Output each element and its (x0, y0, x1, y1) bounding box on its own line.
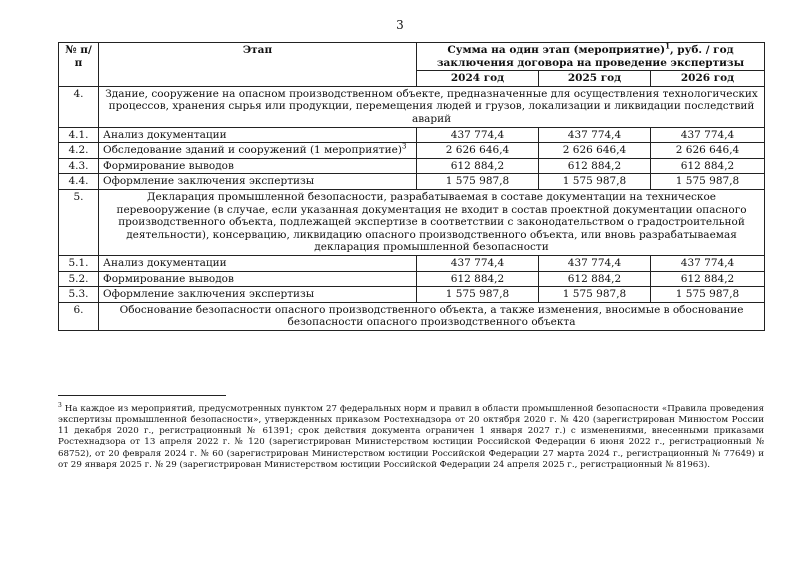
row-num: 4.4. (59, 174, 99, 190)
row-label-cell (99, 143, 417, 159)
footnote-marker: 3 (58, 402, 62, 410)
header-sum (417, 43, 765, 71)
value-2026: 612 884,2 (651, 271, 765, 287)
row-label: Формирование выводов (99, 158, 417, 174)
header-sum-a: Сумма на один этап (мероприятие) (447, 44, 666, 56)
table-row (59, 255, 765, 271)
header-year-2026: 2026 год (651, 71, 765, 87)
section-num: 6. (59, 302, 99, 330)
header-num: № п/п (59, 43, 99, 87)
cost-table (58, 42, 765, 331)
header-sum-b: , руб. / год заключения договора на проведение экспертизы (436, 44, 745, 69)
table-row (59, 127, 765, 143)
section-title: Декларация промышленной безопасности, разрабатываемая в составе документации на техническое перевооружение (в случае, если указанная документация не входит в состав проектной документации опасного производственного объекта, подлежащей экспертизе в соответствии с законодательством о градостроительной деятельности), консервацию, ликвидацию опасного производственного объекта, или вновь разрабатываемая декларация промышленной безопасности (99, 189, 765, 255)
value-2024: 2 626 646,4 (417, 143, 539, 159)
value-2025: 1 575 987,8 (539, 174, 651, 190)
section-title: Обоснование безопасности опасного производственного объекта, а также изменения, вносимые в обоснование безопасности опасного производственного объекта (99, 302, 765, 330)
table-row (59, 287, 765, 303)
row-num: 5.1. (59, 255, 99, 271)
row-num: 5.3. (59, 287, 99, 303)
value-2026: 612 884,2 (651, 158, 765, 174)
value-2024: 612 884,2 (417, 158, 539, 174)
section-num: 5. (59, 189, 99, 255)
value-2026: 2 626 646,4 (651, 143, 765, 159)
value-2025: 437 774,4 (539, 127, 651, 143)
section-title: Здание, сооружение на опасном производственном объекте, предназначенные для осуществления технологических процессов, хранения сырья или продукции, перемещения людей и грузов, локализации и ликвидации последствий аварий (99, 86, 765, 127)
header-sum-sup: 1 (665, 42, 670, 51)
value-2024: 612 884,2 (417, 271, 539, 287)
value-2025: 612 884,2 (539, 158, 651, 174)
footnote-divider (58, 395, 226, 396)
row-num: 5.2. (59, 271, 99, 287)
table-row (59, 271, 765, 287)
row-label: Формирование выводов (99, 271, 417, 287)
table-row (59, 174, 765, 190)
row-num: 4.2. (59, 143, 99, 159)
row-num: 4.3. (59, 158, 99, 174)
row-label: Анализ документации (99, 255, 417, 271)
value-2025: 437 774,4 (539, 255, 651, 271)
header-stage: Этап (99, 43, 417, 87)
row-label: Анализ документации (99, 127, 417, 143)
value-2026: 1 575 987,8 (651, 287, 765, 303)
value-2025: 2 626 646,4 (539, 143, 651, 159)
value-2024: 437 774,4 (417, 127, 539, 143)
row-label: Обследование зданий и сооружений (1 мероприятие) (103, 144, 402, 157)
value-2024: 1 575 987,8 (417, 174, 539, 190)
section-num: 4. (59, 86, 99, 127)
table-row (59, 143, 765, 159)
value-2026: 437 774,4 (651, 255, 765, 271)
value-2024: 1 575 987,8 (417, 287, 539, 303)
table-row (59, 158, 765, 174)
value-2025: 612 884,2 (539, 271, 651, 287)
header-year-2024: 2024 год (417, 71, 539, 87)
header-year-2025: 2025 год (539, 71, 651, 87)
value-2024: 437 774,4 (417, 255, 539, 271)
table-header-row (59, 43, 765, 71)
footnote (58, 404, 764, 471)
section-row (59, 86, 765, 127)
value-2026: 437 774,4 (651, 127, 765, 143)
value-2025: 1 575 987,8 (539, 287, 651, 303)
section-row (59, 189, 765, 255)
footnote-ref: 3 (401, 142, 407, 151)
page-number: 3 (396, 18, 404, 32)
section-row (59, 302, 765, 330)
footnote-text: На каждое из мероприятий, предусмотренных пунктом 27 федеральных норм и правил в области промышленной безопасности «Правила проведения экспертизы промышленной безопасности», утвержденных приказом Ростехнадзора от 20 октября 2020 г. № 420 (зарегистрирован Минюстом России 11 декабря 2020 г., регистрационный № 61391; срок действия документа ограничен 1 января 2027 г.) с изменениями, внесенными приказами Ростехнадзора от 13 апреля 2022 г. № 120 (зарегистрирован Министерством юстиции Российской Федерации 6 июня 2022 г., регистрационный № 68752), от 20 февраля 2024 г. № 60 (зарегистрирован Министерством юстиции Российской Федерации 27 марта 2024 г., регистрационный № 77649) и от 29 января 2025 г. № 29 (зарегистрирован Министерством юстиции Российской Федерации 24 апреля 2025 г., регистрационный № 81963). (58, 404, 764, 470)
value-2026: 1 575 987,8 (651, 174, 765, 190)
row-num: 4.1. (59, 127, 99, 143)
row-label: Оформление заключения экспертизы (99, 287, 417, 303)
row-label: Оформление заключения экспертизы (99, 174, 417, 190)
